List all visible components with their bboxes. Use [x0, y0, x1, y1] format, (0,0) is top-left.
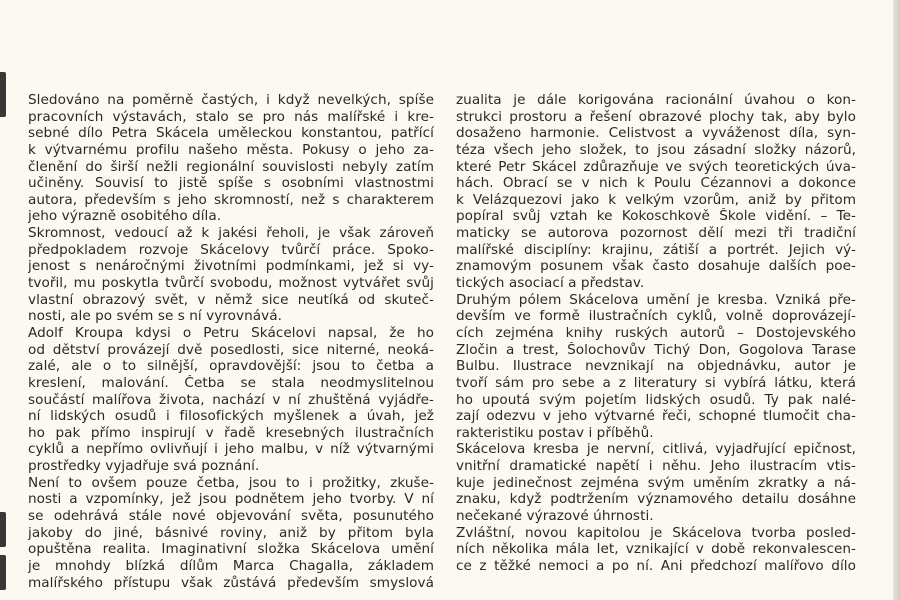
text-line: vnitřní dramatické napětí i něhu. Jeho ilustracím vtis- [456, 458, 856, 475]
text-line: se odehrává stále nové objevování světa, posunutého [28, 508, 434, 525]
text-line: znamovým posunem však často dosahuje dalších poe- [456, 258, 856, 275]
text-line: sebné dílo Petra Skácela uměleckou konstantou, patřící [28, 125, 434, 142]
text-line: kuje jedinečnost zejména svým uměním zkratky a ná- [456, 474, 856, 491]
text-line: k Velázquezovi jako k velkým vzorům, aniž by přitom [456, 191, 856, 208]
text-line: popíral svůj vztah ke Kokoschkově Škole vidění. – Te- [456, 208, 856, 225]
text-line: cyklů a nepřímo ovlivňují i jeho malbu, v níž výtvarnými [28, 441, 434, 458]
text-line: opuštěna realita. Imaginativní složka Skácelova umění [28, 541, 434, 558]
text-line: jeho výrazně osobitého díla. [28, 208, 222, 225]
text-line: Skácelova kresba je nervní, citlivá, vyjadřující epičnost, [456, 441, 856, 458]
binding-mark [0, 72, 6, 117]
text-line: kreslení, malování. Četba se stala neodmyslitelnou [28, 374, 434, 391]
text-line: jenost s nenáročnými životními podmínkami, jež si vy- [28, 258, 434, 275]
text-line: malířské disciplíny: krajinu, zátiší a portrét. Jejich vý- [456, 241, 856, 258]
text-line: nosti a vzpomínky, jež jsou podnětem jeho tvorby. V ní [28, 491, 434, 508]
text-line: je mnohdy blízká dílům Marca Chagalla, základem [28, 557, 434, 574]
text-line: autora, především s jeho skromností, než s charakterem [28, 191, 434, 208]
text-line: strukci prostoru a řešení obrazové plochy tak, aby bylo [456, 108, 856, 125]
text-line: Zvláštní, novou kapitolou je Skácelova tvorba posled- [456, 524, 856, 541]
text-line: vlastní obrazový svět, v němž sice neutíká od skuteč- [28, 291, 434, 308]
binding-mark [0, 555, 6, 590]
text-line: tvoří sám pro sebe a z literatury si vybírá látku, která [456, 374, 856, 391]
text-line: učiněny. Souvisí to jistě spíše s osobními vlastnostmi [28, 175, 434, 192]
text-line: Druhým pólem Skácelova umění je kresba. Vzniká pře- [456, 291, 856, 308]
text-line: hách. Obrací se v nich k Poulu Cézannovi a dokonce [456, 175, 856, 192]
binding-mark [0, 512, 6, 547]
page-edge [893, 0, 900, 600]
text-line: Skromnost, vedoucí až k jakési řeholi, je však zároveň [28, 225, 434, 242]
text-line: ních několika mála let, vznikající v době rekonvalescen- [456, 541, 856, 558]
text-line: zualita je dále korigována racionální úvahou o kon- [456, 92, 856, 108]
text-column-left [28, 92, 434, 591]
text-line: Bulbu. Ilustrace nevznikají na objednávku, autor je [456, 358, 856, 375]
text-line: ní lidských osudů i filosofických myšlenek a úvah, jež [28, 408, 434, 425]
text-line: nosti, ale po svém se s ní vyrovnává. [28, 308, 282, 325]
text-column-right [456, 92, 856, 575]
text-line: členění do širší nežli regionální souvislosti nebyly zatím [28, 158, 434, 175]
text-line: ho pak přímo inspirují v řadě kresebných ilustračních [28, 424, 434, 441]
text-line: předpokladem rozvoje Skácelovy tvůrčí práce. Spoko- [28, 241, 434, 258]
text-line: Adolf Kroupa kdysi o Petru Skácelovi napsal, že ho [28, 324, 434, 341]
text-line: tických asociací a představ. [456, 275, 645, 292]
text-line: ho upoutá svým pojetím lidských osudů. Ty pak nalé- [456, 391, 856, 408]
text-line: součástí malířova života, nachází v ní zhuštěná vyjádře- [28, 391, 434, 408]
text-line: zají odezvu v jeho výtvarné řeči, schopné tlumočit cha- [456, 408, 856, 425]
text-line: ce z těžké nemoci a po ní. Ani předchozí malířovo dílo [456, 557, 856, 574]
text-line: znaku, když podtržením významového detailu dosáhne [456, 491, 856, 508]
text-line: Sledováno na poměrně častých, i když nevelkých, spíše [28, 92, 434, 108]
text-line: pracovních výstavách, stalo se pro nás malířské i kre- [28, 108, 434, 125]
text-line: Zločin a trest, Šolochovův Tichý Don, Gogolova Tarase [456, 341, 856, 358]
text-line: jakoby do jiné, básnivé roviny, aniž by přitom byla [28, 524, 434, 541]
text-line: Není to ovšem pouze četba, jsou to i prožitky, zkuše- [28, 474, 434, 491]
text-line: cích zejména knihy ruských autorů – Dostojevského [456, 324, 856, 341]
text-line: rakteristiku postav i příběhů. [456, 424, 654, 441]
text-line: které Petr Skácel zdůrazňuje ve svých teoretických úva- [456, 158, 856, 175]
text-line: zalé, ale o to silnější, opravdovější: jsou to četba a [28, 358, 434, 375]
text-line: malířského přístupu však zůstává především smyslová [28, 574, 434, 591]
text-line: téza všech jeho složek, to jsou zásadní složky názorů, [456, 141, 856, 158]
text-line: tvořil, mu poskytla tvůrčí svobodu, možnost vytvářet svůj [28, 275, 434, 292]
text-line: devším ve formě ilustračních cyklů, volně doprovázejí- [456, 308, 856, 325]
text-line: k výtvarnému profilu našeho města. Pokusy o jeho za- [28, 141, 434, 158]
text-line: nečekané výrazové úhrnosti. [456, 508, 654, 525]
text-line: prostředky vyjadřuje svá poznání. [28, 458, 260, 475]
text-line: od dětství provázejí dvě posedlosti, sice niterné, neoká- [28, 341, 434, 358]
text-line: dosaženo harmonie. Celistvost a vyváženost díla, syn- [456, 125, 856, 142]
text-line: maticky se autorova pozornost dělí mezi tři tradiční [456, 225, 856, 242]
